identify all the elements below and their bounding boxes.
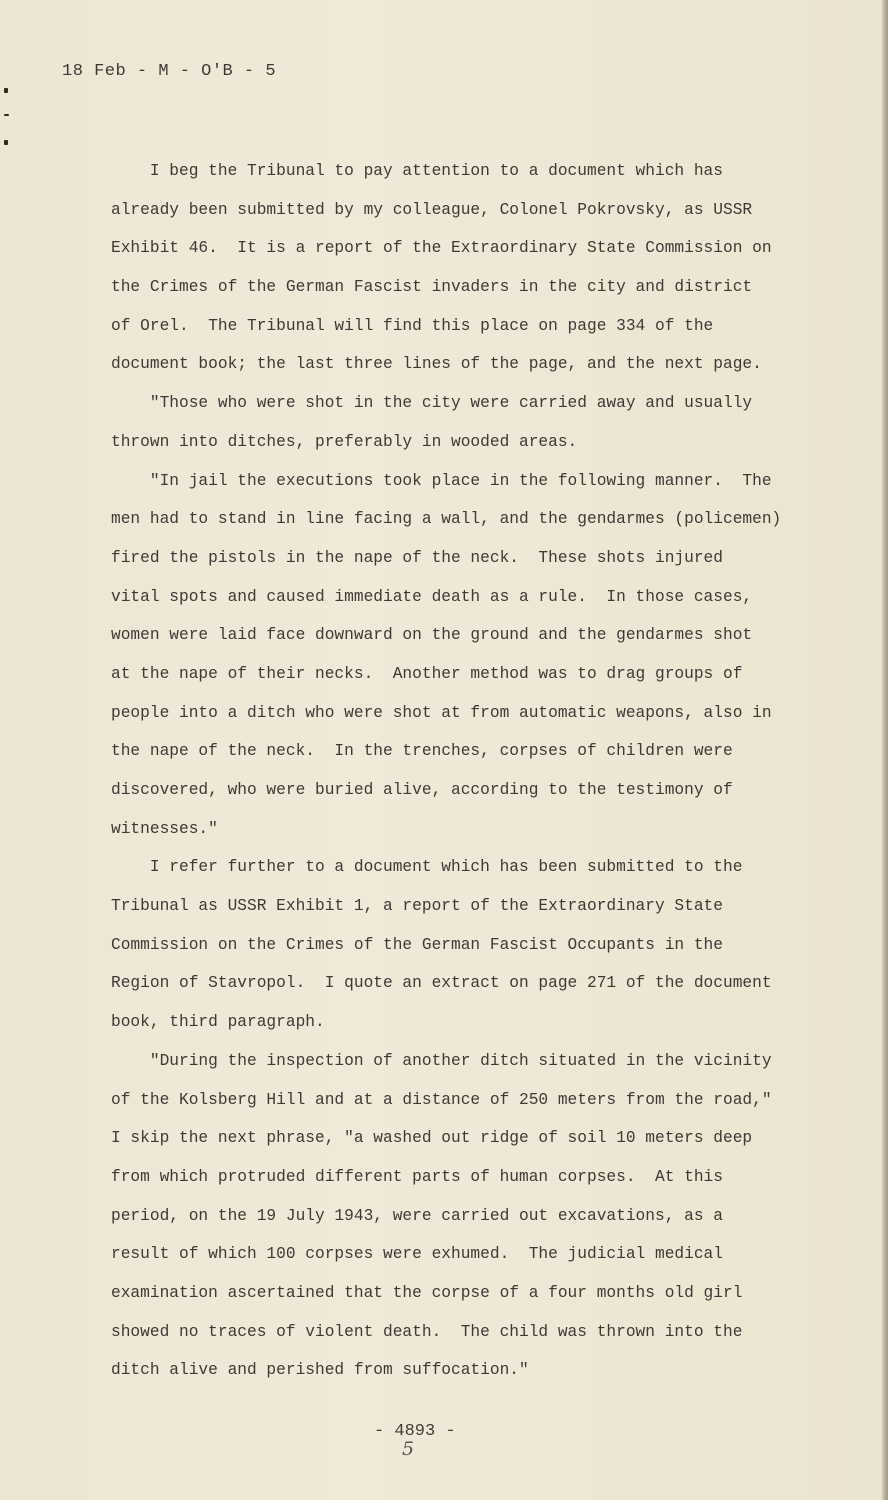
text-line: women were laid face downward on the ground and the gendarmes shot xyxy=(111,626,753,645)
text-line: the nape of the neck. In the trenches, corpses of children were xyxy=(111,742,733,761)
text-line: examination ascertained that the corpse of a four months old girl xyxy=(111,1283,743,1302)
text-line: from which protruded different parts of human corpses. At this xyxy=(111,1167,723,1186)
text-line: Commission on the Crimes of the German Fascist Occupants in the xyxy=(111,935,723,954)
text-line: document book; the last three lines of the page, and the next page. xyxy=(111,355,762,374)
text-line: vital spots and caused immediate death as a rule. In those cases, xyxy=(111,587,753,606)
handwritten-page-number: 5 xyxy=(402,1438,415,1460)
text-line: I refer further to a document which has been submitted to the xyxy=(111,858,743,877)
margin-mark xyxy=(4,88,8,93)
text-line: Exhibit 46. It is a report of the Extraordinary State Commission on xyxy=(111,239,772,258)
text-line: showed no traces of violent death. The child was thrown into the xyxy=(111,1322,743,1341)
text-line: result of which 100 corpses were exhumed. The judicial medical xyxy=(111,1245,723,1264)
text-line: "Those who were shot in the city were carried away and usually xyxy=(111,394,753,413)
text-line: period, on the 19 July 1943, were carried out excavations, as a xyxy=(111,1206,723,1225)
text-line: ditch alive and perished from suffocation." xyxy=(111,1361,529,1380)
text-line: I beg the Tribunal to pay attention to a document which has xyxy=(111,162,723,180)
text-line: Region of Stavropol. I quote an extract on page 271 of the document xyxy=(111,974,772,993)
text-line: of the Kolsberg Hill and at a distance of 250 meters from the road," xyxy=(111,1090,772,1109)
text-line: "During the inspection of another ditch situated in the vicinity xyxy=(111,1051,772,1070)
text-line: I skip the next phrase, "a washed out ridge of soil 10 meters deep xyxy=(111,1129,753,1148)
text-line: "In jail the executions took place in the following manner. The xyxy=(111,471,772,490)
text-line: witnesses." xyxy=(111,819,218,838)
text-line: people into a ditch who were shot at from automatic weapons, also in xyxy=(111,703,772,722)
text-line: discovered, who were buried alive, according to the testimony of xyxy=(111,781,733,799)
text-line: of Orel. The Tribunal will find this place on page 334 of the xyxy=(111,316,714,335)
text-line: Tribunal as USSR Exhibit 1, a report of the Extraordinary State xyxy=(111,897,723,916)
page-number: - 4893 - xyxy=(374,1422,456,1441)
margin-mark xyxy=(4,114,9,116)
body-text xyxy=(111,158,791,1396)
margin-marks xyxy=(4,88,10,158)
text-line: already been submitted by my colleague, Colonel Pokrovsky, as USSR xyxy=(111,200,753,219)
margin-mark xyxy=(4,140,8,145)
text-line: book, third paragraph. xyxy=(111,1013,325,1032)
page-edge xyxy=(882,0,888,1500)
text-line: men had to stand in line facing a wall, and the gendarmes (policemen) xyxy=(111,510,782,529)
text-line: the Crimes of the German Fascist invaders in the city and district xyxy=(111,278,753,297)
text-line: fired the pistols in the nape of the neck. These shots injured xyxy=(111,548,723,567)
page-header: 18 Feb - M - O'B - 5 xyxy=(62,62,277,81)
text-line: thrown into ditches, preferably in wooded areas. xyxy=(111,432,578,451)
text-line: at the nape of their necks. Another method was to drag groups of xyxy=(111,664,743,683)
